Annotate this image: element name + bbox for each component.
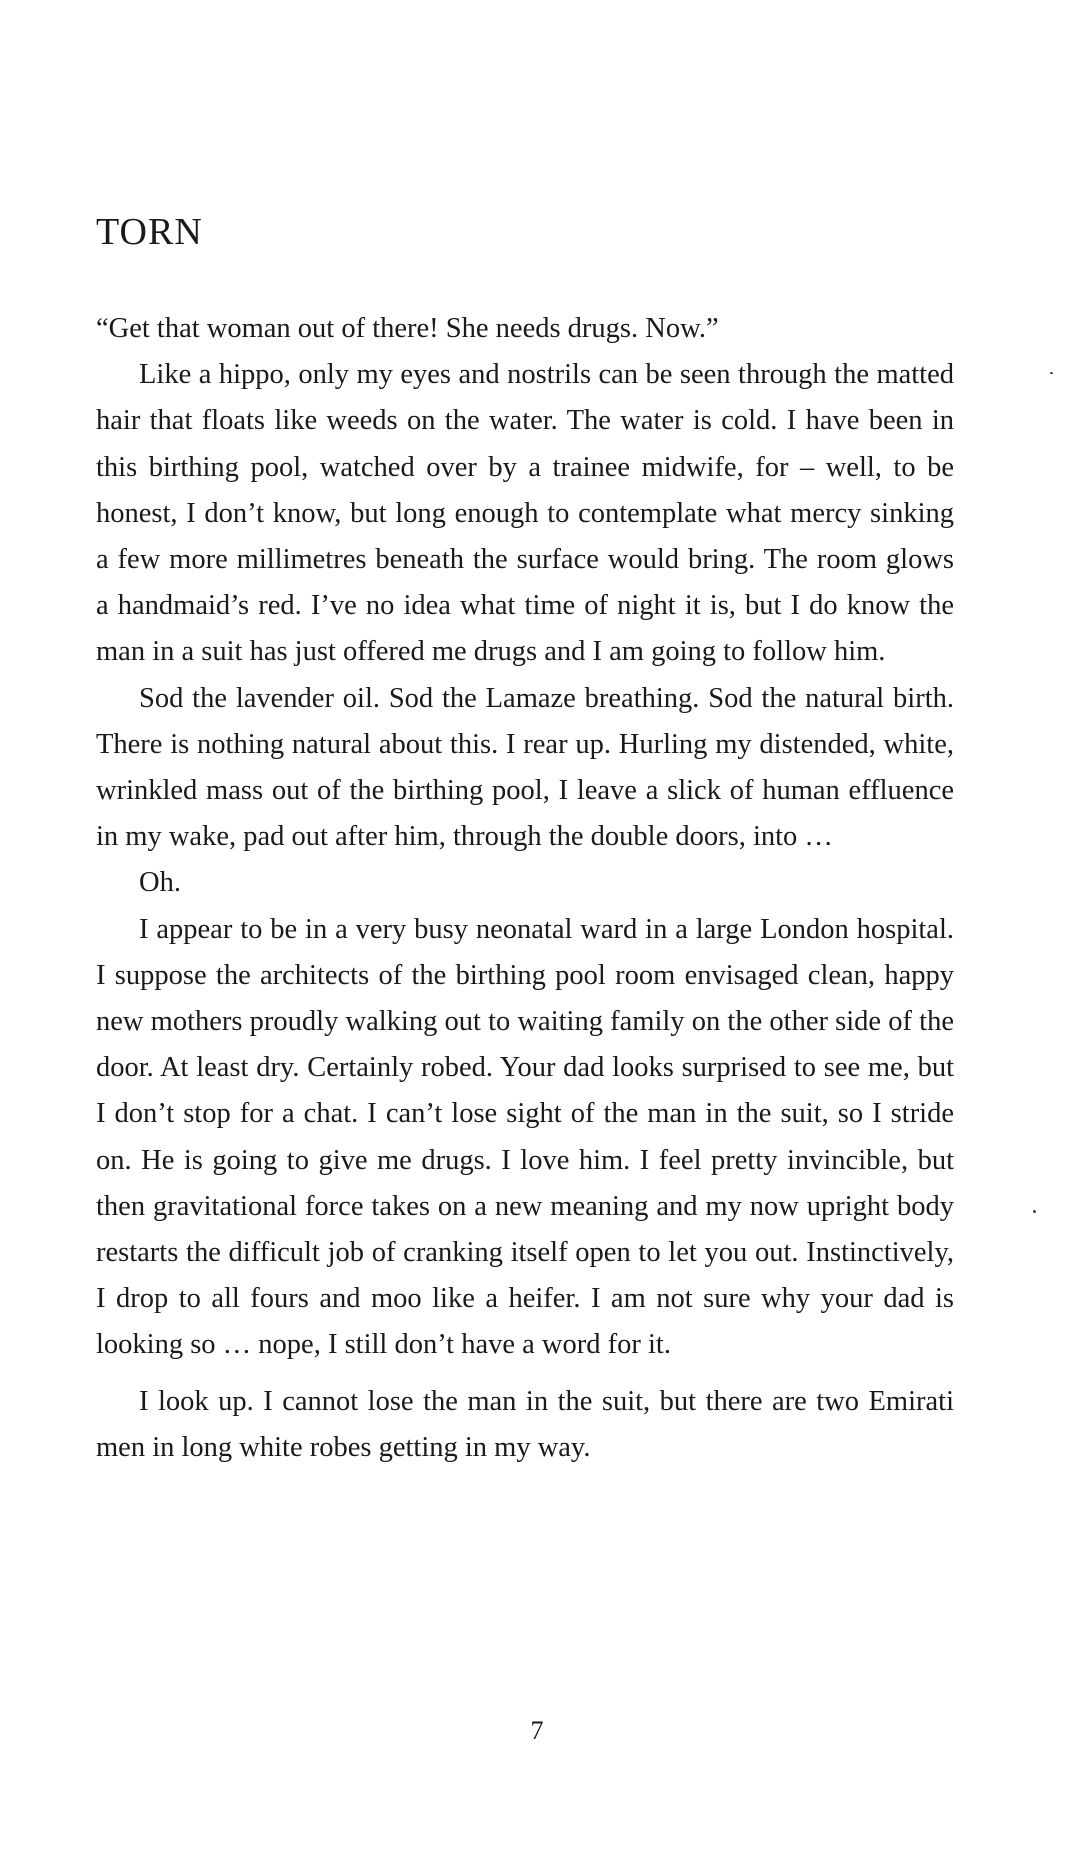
page-number: 7 (530, 1716, 544, 1745)
scan-speck (1050, 372, 1053, 374)
chapter-body (96, 306, 954, 1471)
paragraph-4: Oh. (139, 867, 181, 899)
scan-speck (1033, 1210, 1036, 1213)
paragraph-1: “Get that woman out of there! She needs drugs. Now.” (96, 313, 719, 344)
paragraph-5: I appear to be in a very busy neonatal ward in a large London hospital. I suppose the architects of the birthing pool room envisaged clean, happy new mothers proudly walking out to waiting family on the other side of the door. At least dry. Certainly robed. Your dad looks surprised to see me, but I don’t stop for a chat. I can’t lose sight of the man in the suit, so I stride on. He is going to give me drugs. I love him. I feel pretty invincible, but then gravitational force takes on a new meaning and my now upright body restarts the difficult job of cranking itself open to let you out. Instinctively, I drop to all fours and moo like a heifer. I am not sure why your dad is looking so … nope, I still don’t have a word for it. (96, 913, 954, 1361)
paragraph-3: Sod the lavender oil. Sod the Lamaze breathing. Sod the natural birth. There is nothing natural about this. I rear up. Hurling my distended, white, wrinkled mass out of the birthing pool, I leave a slick of human effluence in my wake, pad out after him, through the double doors, into … (96, 682, 954, 853)
paragraph-2: Like a hippo, only my eyes and nostrils can be seen through the matted hair that floats like weeds on the water. The water is cold. I have been in this birthing pool, watched over by a trainee midwife, for – well, to be honest, I don’t know, but long enough to contemplate what mercy sinking a few more millimetres beneath the surface would bring. The room glows a handmaid’s red. I’ve no idea what time of night it is, but I do know the man in a suit has just offered me drugs and I am going to follow him. (96, 359, 954, 668)
paragraph-6: I look up. I cannot lose the man in the suit, but there are two Emirati men in long white robes getting in my way. (96, 1385, 954, 1463)
chapter-title: TORN (96, 211, 203, 253)
